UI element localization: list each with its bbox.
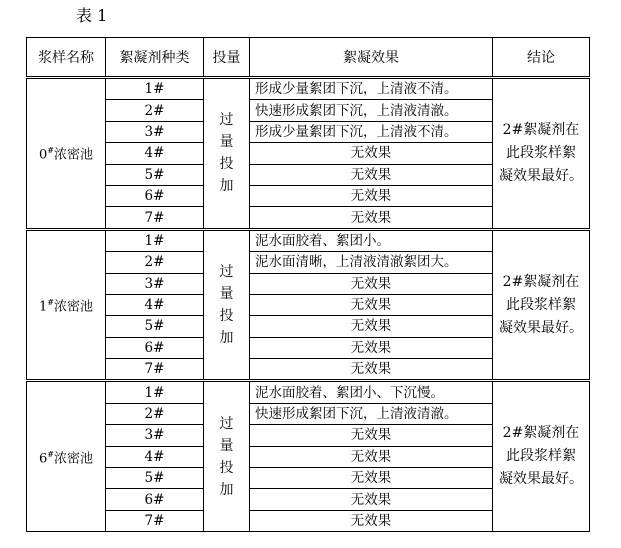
flocculant-type-cell: 6# (106, 185, 204, 206)
flocculant-type-cell: 3# (106, 273, 204, 294)
sample-number-superscript: # (47, 297, 54, 307)
sample-number: 0 (39, 147, 48, 163)
flocculation-effect-cell: 无效果 (250, 273, 493, 294)
sample-number-superscript: # (47, 146, 54, 156)
sample-name-cell (27, 229, 106, 381)
flocculant-type-cell: 3# (106, 121, 204, 142)
flocculation-effect-cell: 无效果 (250, 489, 493, 510)
conclusion-line: 2#絮凝剂在 (502, 273, 580, 290)
flocculation-effect-cell: 无效果 (250, 164, 493, 185)
flocculant-type-cell: 4# (106, 143, 204, 164)
flocculant-type-cell: 1# (106, 229, 204, 251)
dosage-char: 加 (219, 481, 234, 498)
dosage-char: 量 (219, 286, 234, 303)
flocculant-type-cell: 2# (106, 252, 204, 273)
sample-number: 1 (39, 299, 48, 315)
dosage-char: 过 (219, 264, 234, 281)
flocculation-effect-cell: 快速形成絮团下沉，上清液清澈。 (250, 403, 493, 424)
table-row (27, 381, 590, 403)
dosage-cell (204, 381, 250, 532)
dosage-cell (204, 229, 250, 381)
flocculation-effect-cell: 无效果 (250, 207, 493, 229)
flocculant-type-cell: 4# (106, 446, 204, 467)
dosage-char: 加 (219, 330, 234, 347)
flocculation-effect-cell: 泥水面清晰，上清液清澈絮团大。 (250, 252, 493, 273)
flocculation-effect-cell: 无效果 (250, 510, 493, 531)
flocculant-type-cell: 6# (106, 489, 204, 510)
header-row (27, 38, 590, 78)
flocculant-type-cell: 2# (106, 100, 204, 121)
flocculation-effect-cell: 无效果 (250, 337, 493, 358)
dosage-char: 量 (219, 134, 234, 151)
flocculant-test-table (26, 37, 590, 532)
flocculant-type-cell: 7# (106, 510, 204, 531)
flocculation-effect-cell: 形成少量絮团下沉，上清液不清。 (250, 78, 493, 100)
flocculant-type-cell: 5# (106, 316, 204, 337)
dosage-char: 加 (219, 178, 234, 195)
flocculant-type-cell: 4# (106, 294, 204, 315)
dosage-char: 量 (219, 437, 234, 454)
sample-number-superscript: # (47, 449, 54, 459)
sample-name-suffix: 浓密池 (53, 147, 93, 163)
flocculant-type-cell: 7# (106, 207, 204, 229)
sample-name-suffix: 浓密池 (53, 299, 93, 315)
flocculant-type-cell: 5# (106, 468, 204, 489)
conclusion-line: 凝效果最好。 (499, 319, 583, 336)
flocculation-effect-cell: 泥水面胶着、絮团小。 (250, 229, 493, 251)
flocculation-effect-cell: 无效果 (250, 316, 493, 337)
conclusion-line: 凝效果最好。 (499, 167, 583, 184)
flocculation-effect-cell: 形成少量絮团下沉，上清液不清。 (250, 121, 493, 142)
conclusion-cell (493, 78, 590, 230)
flocculation-effect-cell: 无效果 (250, 185, 493, 206)
flocculant-type-cell: 1# (106, 78, 204, 100)
header-conclusion: 结论 (493, 38, 590, 78)
header-flocculant-type: 絮凝剂种类 (106, 38, 204, 78)
flocculation-effect-cell: 无效果 (250, 446, 493, 467)
sample-name-suffix: 浓密池 (53, 451, 93, 466)
flocculation-effect-cell: 无效果 (250, 294, 493, 315)
table-row (27, 229, 590, 251)
table-caption: 表 1 (76, 6, 108, 25)
conclusion-line: 2#絮凝剂在 (502, 121, 580, 138)
flocculant-type-cell: 7# (106, 359, 204, 381)
conclusion-line: 此段浆样絮 (506, 296, 576, 313)
dosage-char: 投 (219, 308, 234, 325)
conclusion-line: 凝效果最好。 (499, 471, 583, 488)
conclusion-line: 此段浆样絮 (506, 448, 576, 465)
dosage-char: 投 (219, 156, 234, 173)
flocculation-effect-cell: 无效果 (250, 468, 493, 489)
flocculant-type-cell: 3# (106, 425, 204, 446)
flocculation-effect-cell: 无效果 (250, 359, 493, 381)
conclusion-cell (493, 381, 590, 532)
sample-name-cell (27, 78, 106, 230)
conclusion-line: 此段浆样絮 (506, 144, 576, 161)
dosage-char: 过 (219, 112, 234, 129)
flocculant-type-cell: 1# (106, 381, 204, 403)
header-dosage: 投量 (204, 38, 250, 78)
flocculant-type-cell: 2# (106, 403, 204, 424)
conclusion-line: 2#絮凝剂在 (502, 425, 580, 442)
dosage-char: 过 (219, 415, 234, 432)
flocculation-effect-cell: 快速形成絮团下沉，上清液清澈。 (250, 100, 493, 121)
flocculant-type-cell: 5# (106, 164, 204, 185)
dosage-cell (204, 78, 250, 230)
dosage-char: 投 (219, 459, 234, 476)
flocculation-effect-cell: 泥水面胶着、絮团小、下沉慢。 (250, 381, 493, 403)
header-flocculation-effect: 絮凝效果 (250, 38, 493, 78)
sample-number: 6 (39, 451, 48, 466)
conclusion-cell (493, 229, 590, 381)
flocculant-type-cell: 6# (106, 337, 204, 358)
sample-name-cell (27, 381, 106, 532)
table-row (27, 78, 590, 100)
flocculation-effect-cell: 无效果 (250, 425, 493, 446)
flocculation-effect-cell: 无效果 (250, 143, 493, 164)
header-sample-name: 浆样名称 (27, 38, 106, 78)
